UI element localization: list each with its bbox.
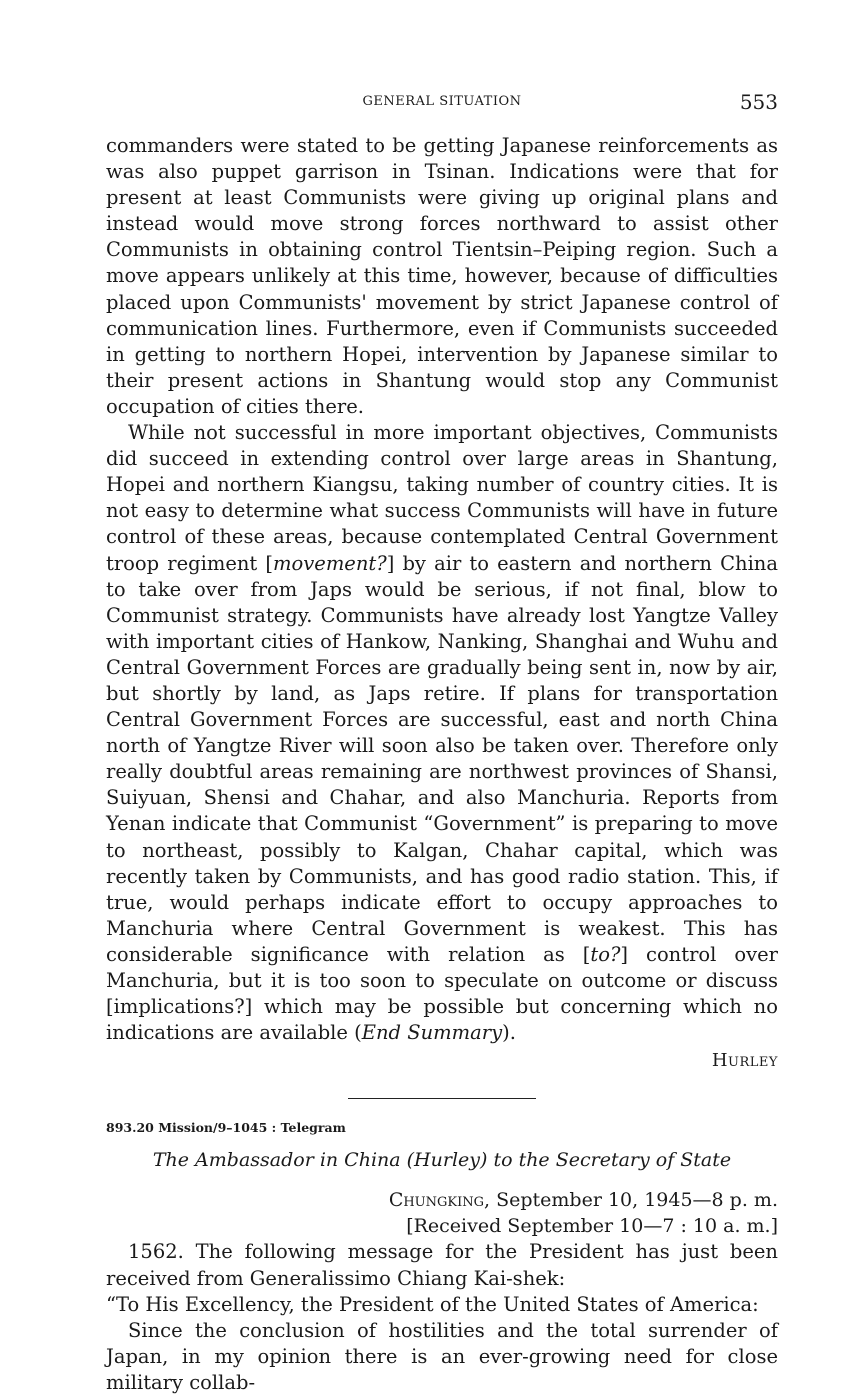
place-name: Chungking, — [388, 1189, 491, 1212]
file-reference: 893.20 Mission/9–1045 : Telegram — [106, 1120, 346, 1136]
dateline — [106, 1187, 778, 1239]
signature: Hurley — [711, 1050, 778, 1072]
message-paragraph: Since the conclusion of hostilities and the total surrender of Japan, in my opinion there is an ever-growing need for close military collab- — [106, 1318, 778, 1394]
received-note: [Received September 10—7 : 10 a. m.] — [406, 1215, 778, 1238]
paragraph-continuation: commanders were stated to be getting Japanese reinforcements as was also puppet garrison in Tsinan. Indications were that for present at least Communists were giving up original plans and instead would move strong forces northward to assist other Communists in obtaining control Tientsin–Peiping region. Such a move appears unlikely at this time, however, because of difficulties placed upon Communists' movement by strict Japanese control of communication lines. Furthermore, even if Communists succeeded in getting to northern Hopei, intervention by Japanese similar to their present actions in Shantung would stop any Communist occupation of cities there. — [106, 134, 778, 418]
page-body — [106, 133, 778, 1396]
running-title: GENERAL SITUATION — [362, 94, 522, 109]
date-time: September 10, 1945—8 p. m. — [490, 1189, 778, 1212]
telegram-paragraph: 1562. The following message for the President has just been received from Generalissimo Chiang Kai-shek: — [106, 1240, 778, 1290]
paragraph-communist-objectives: While not successful in more important objectives, Communists did succeed in extending control over large areas in Shantung, Hopei and northern Kiangsu, taking number of country cities. It is not easy to determine what success Communists will have in future control of these areas, because contemplated Central Government troop regiment [movement?] by air to eastern and northern China to take over from Japs would be serious, if not final, blow to Communist strategy. Communists have already lost Yangtze Valley with important cities of Hankow, Nanking, Shanghai and Wuhu and Central Government Forces are gradually being sent in, now by air, but shortly by land, as Japs retire. If plans for transportation Central Government Forces are successful, east and north China north of Yangtze River will soon also be taken over. Therefore only really doubtful areas remaining are northwest provinces of Shansi, Suiyuan, Shensi and Chahar, and also Manchuria. Reports from Yenan indicate that Communist “Government” is preparing to move to northeast, possibly to Kalgan, Chahar capital, which was recently taken by Communists, and has good radio station. This, if true, would perhaps indicate effort to occupy approaches to Manchuria where Central Government is weakest. This has considerable significance with relation as [to?] control over Manchuria, but it is too soon to speculate on outcome or discuss [implications?] which may be possible but concerning which no indications are available (End Summary). — [106, 421, 778, 1045]
running-header — [106, 90, 778, 118]
salutation: “To His Excellency, the President of the United States of America: — [106, 1292, 759, 1316]
telegram-heading: The Ambassador in China (Hurley) to the Secretary of State — [152, 1149, 732, 1172]
section-divider — [348, 1098, 536, 1099]
page-number: 553 — [739, 90, 778, 114]
